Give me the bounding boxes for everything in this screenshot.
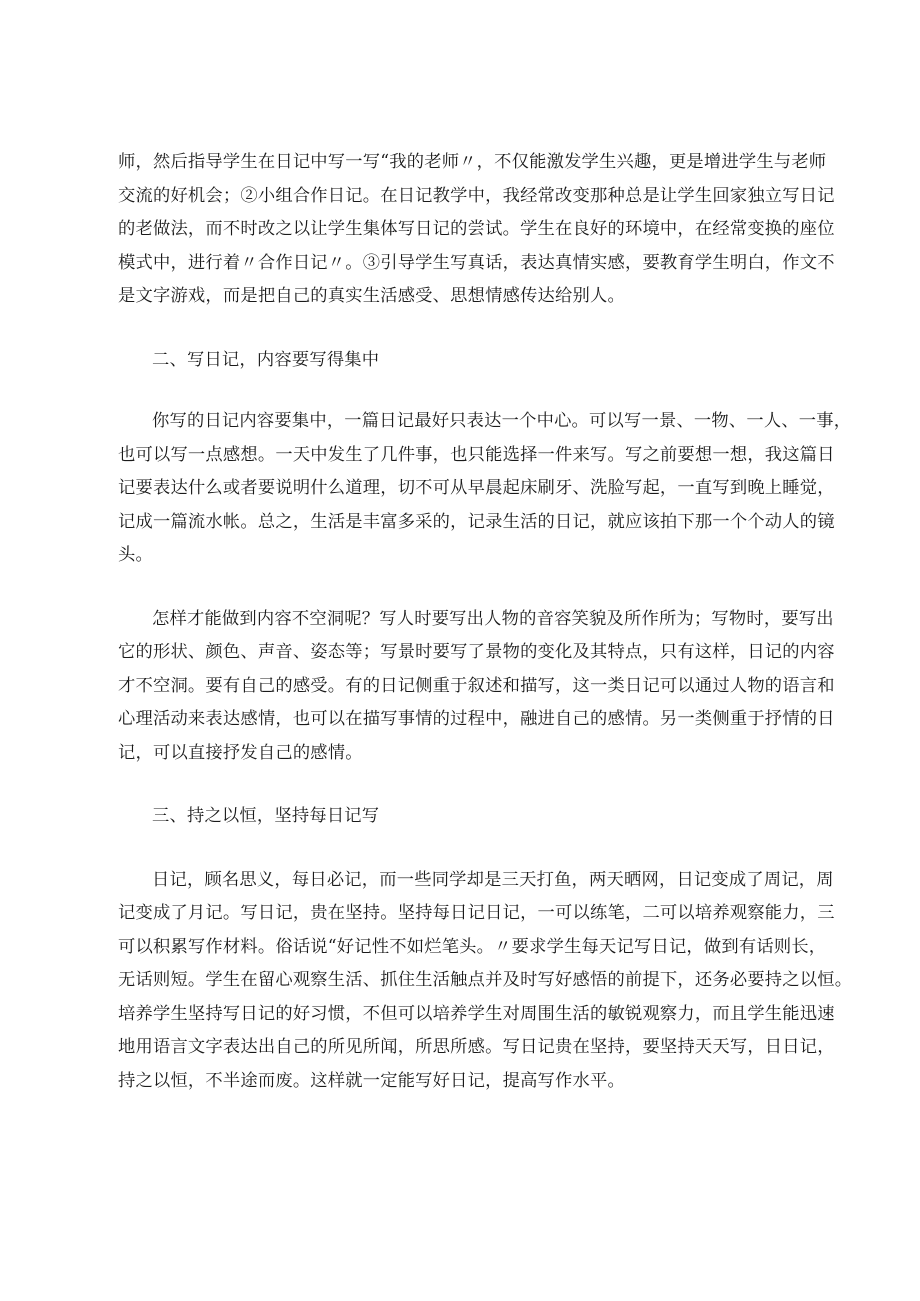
text-line: 心理活动来表达感情，也可以在描写事情的过程中，融进自己的感情。另一类侧重于抒情的日 [118,709,835,729]
paragraph-continuation [118,146,835,314]
text-line: 的老做法，而不时改之以让学生集体写日记的尝试。学生在良好的环境中，在经常变换的座位 [118,219,835,239]
text-line: 是文字游戏，而是把自己的真实生活感受、思想情感传达给别人。 [118,286,625,306]
text-line: 才不空洞。要有自己的感受。有的日记侧重于叙述和描写，这一类日记可以通过人物的语言和 [118,675,835,696]
text-line: 交流的好机会；②小组合作日记。在日记教学中，我经常改变那种总是让学生回家独立写日记 [118,185,835,206]
text-line: 头。 [118,545,153,565]
text-line: 记，可以直接抒发自己的感情。 [118,742,363,763]
text-line: 模式中，进行着〃合作日记〃。③引导学生写真话，表达真情实感，要教育学生明白，作文不 [118,252,835,273]
paragraph-persistence [118,864,853,1099]
section-heading-3 [118,800,812,834]
text-line: 地用语言文字表达出自己的所见所闻，所思所感。写日记贵在坚持，要坚持天天写，日日记， [118,1037,835,1057]
text-line: 无话则短。学生在留心观察生活、抓住生活触点并及时写好感悟的前提下，还务必要持之以恒。 [118,970,853,990]
text-line: 它的形状、颜色、声音、姿态等；写景时要写了景物的变化及其特点，只有这样，日记的内容 [118,642,835,662]
text-line: 记成一篇流水帐。总之，生活是丰富多采的，记录生活的日记，就应该拍下那一个个动人的镜 [118,511,835,532]
text-line: 持之以恒，不半途而废。这样就一定能写好日记，提高写作水平。 [118,1070,625,1091]
text-line: 你写的日记内容要集中，一篇日记最好只表达一个中心。可以写一景、一物、一人、一事， [152,411,852,431]
text-line: 怎样才能做到内容不空洞呢？写人时要写出人物的音容笑貌及所作所为；写物时，要写出 [152,608,834,629]
section-heading-2 [118,344,812,378]
text-line: 日记，顾名思义，每日必记，而一些同学却是三天打鱼，两天晒网，日记变成了周记，周 [152,869,834,890]
text-line: 也可以写一点感想。一天中发生了几件事，也只能选择一件来写。写之前要想一想，我这篇日 [118,444,835,465]
paragraph-content [118,603,835,771]
paragraph-focus [118,405,852,573]
text-line: 可以积累写作材料。俗话说“好记性不如烂笔头。〃要求学生每天记写日记，做到有话则长， [118,936,827,957]
heading-text: 三、持之以恒，坚持每日记写 [152,806,380,826]
document-page [118,146,853,1098]
text-line: 培养学生坚持写日记的好习惯，不但可以培养学生对周围生活的敏锐观察力，而且学生能迅速 [118,1003,835,1024]
text-line: 记要表达什么或者要说明什么道理，切不可从早晨起床刷牙、洗脸写起，一直写到晚上睡觉， [118,478,835,498]
text-line: 记变成了月记。写日记，贵在坚持。坚持每日记日记，一可以练笔，二可以培养观察能力，三 [118,903,835,923]
text-line: 师，然后指导学生在日记中写一写“我的老师〃，不仅能激发学生兴趣，更是增进学生与老师 [118,152,827,172]
heading-text: 二、写日记，内容要写得集中 [152,349,380,370]
